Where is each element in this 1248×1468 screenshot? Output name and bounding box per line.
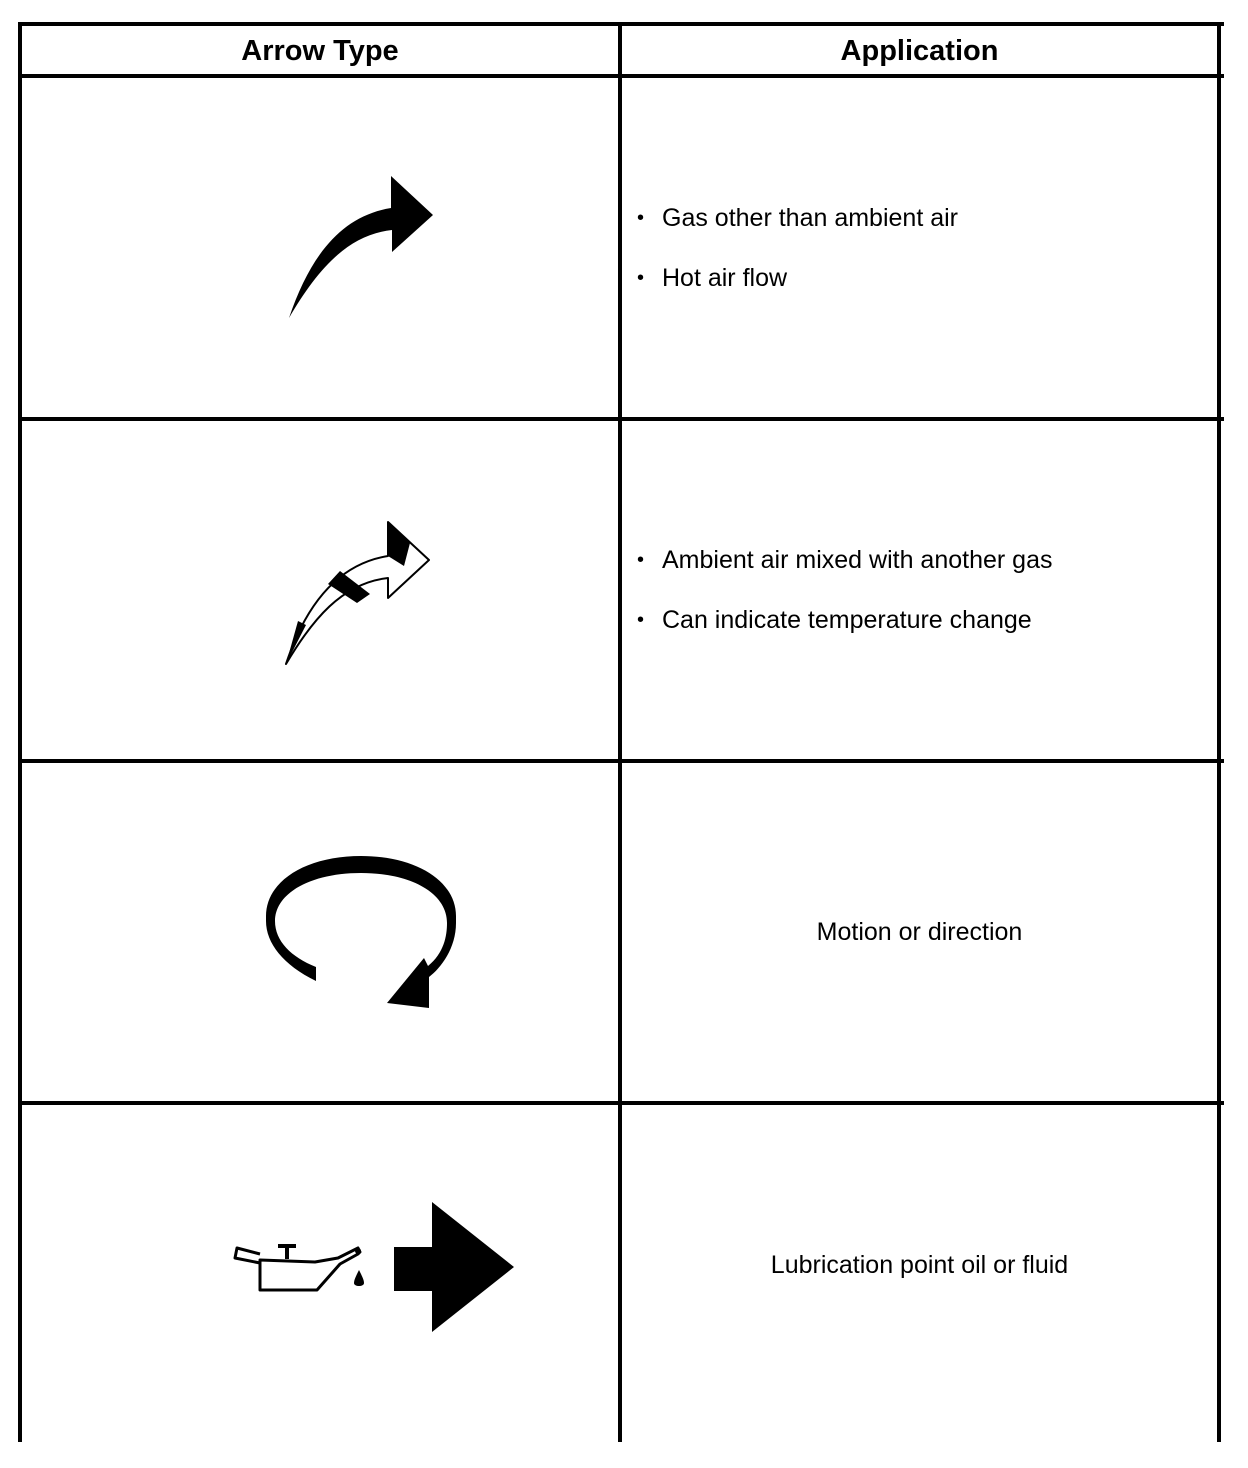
application-list — [622, 545, 1052, 635]
oil-can-arrow-icon — [230, 1202, 520, 1337]
application-text: Motion or direction — [816, 918, 1023, 946]
curved-striped-arrow-icon — [284, 518, 434, 668]
filled-right-arrow-icon — [394, 1202, 514, 1332]
curved-solid-arrow-icon — [286, 172, 436, 322]
header-arrow-type: Arrow Type — [241, 34, 399, 67]
application-bullet: • Hot air flow — [622, 263, 958, 293]
application-text: Lubrication point oil or fluid — [770, 1251, 1069, 1279]
header-application: Application — [840, 34, 999, 67]
application-bullet: • Gas other than ambient air — [622, 203, 958, 233]
application-bullet: • Can indicate temperature change — [622, 605, 1052, 635]
oil-can-icon — [235, 1246, 364, 1290]
arrow-type-table — [18, 22, 1224, 1442]
application-cell — [622, 763, 1217, 1101]
circular-motion-arrow-icon — [261, 853, 461, 1013]
application-cell — [622, 78, 1217, 417]
application-bullet: • Ambient air mixed with another gas — [622, 545, 1052, 575]
table-left-border — [18, 22, 22, 1442]
application-cell — [622, 1105, 1217, 1425]
application-list — [622, 203, 958, 293]
application-cell — [622, 421, 1217, 759]
table-right-border — [1217, 22, 1221, 1442]
